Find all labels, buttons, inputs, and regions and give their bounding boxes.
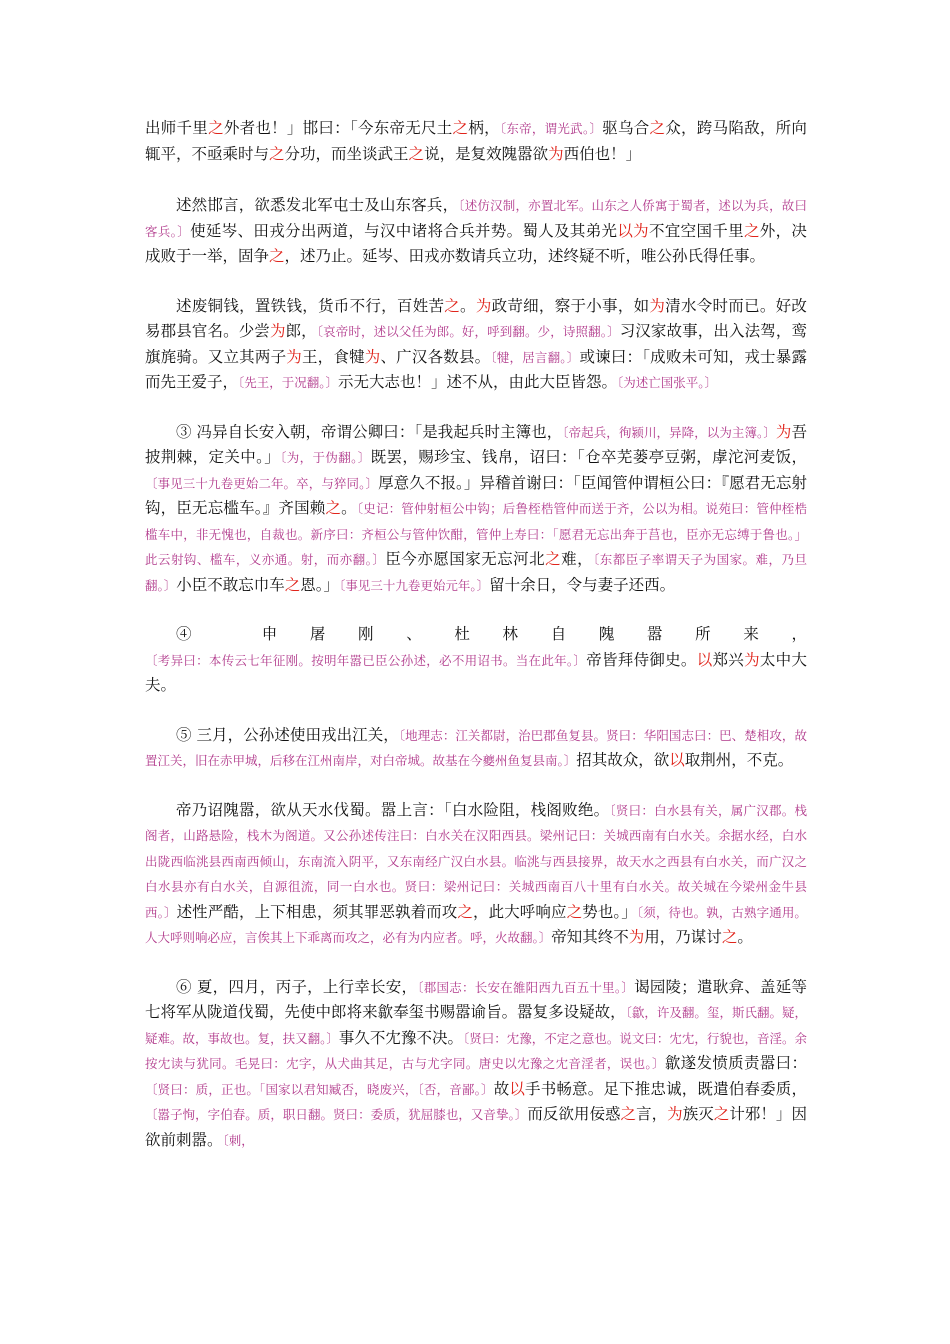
annotation: 〔事见三十九卷更始元年。〕 bbox=[339, 577, 490, 593]
text-run: 外，决成败于一举，固争 bbox=[145, 221, 807, 265]
annotation: 〔贤曰：冘豫，不定之意也。说文曰：冘冘，行貌也，音淫。余按冘读与犹同。毛晃曰：冘字，从犬曲其足，古与尤字同。唐史以冘豫之冘音淫者，误也。〕 bbox=[145, 1030, 807, 1071]
keyword-highlight: 为 bbox=[286, 347, 302, 366]
text-run: 驱乌合 bbox=[602, 119, 650, 137]
text-run: 分功，而坐谈武王 bbox=[284, 144, 409, 163]
annotation: 〔地理志：江关都尉，治巴郡鱼复县。贤曰：华阳国志曰：巴、楚相攻，故置江关，旧在赤甲城，后移在江州南岸，对白帝城。故基在今夔州鱼复县南。〕 bbox=[145, 727, 807, 768]
text-run: 难， bbox=[561, 550, 594, 568]
text-run: 事久不冘豫不决。 bbox=[338, 1028, 463, 1047]
annotation: 〔哀帝时，述以父任为郎。好，呼到翻。少，诗照翻。〕 bbox=[316, 324, 620, 339]
text-run: 族灭 bbox=[682, 1105, 714, 1123]
text-run: 政苛细，察于小事，如 bbox=[491, 296, 650, 315]
text-run: 众，跨马陷敌，所向辄平，不亟乘时与 bbox=[145, 119, 807, 163]
text-run: 习汉家故事，出入法驾，鸾旗旄骑。又立其两子 bbox=[145, 322, 807, 366]
keyword-highlight: 之 bbox=[743, 221, 760, 240]
text-run: 王，食犍 bbox=[301, 347, 365, 366]
keyword-highlight: 以为 bbox=[617, 221, 649, 240]
text-run: 吾披荆棘，定关中。」 bbox=[145, 422, 807, 466]
paragraph bbox=[145, 798, 807, 951]
keyword-highlight: 之 bbox=[284, 575, 301, 594]
text-run: 而反欲用佞惑 bbox=[527, 1105, 621, 1123]
text-run: 说，是复效隗嚣欲 bbox=[424, 144, 549, 163]
annotation: 〔考异曰：本传云七年征刚。按明年嚣已臣公孙述，必不用诏书。当在此年。〕 bbox=[145, 652, 587, 668]
annotation: 〔犍，居言翻。〕 bbox=[490, 349, 580, 365]
text-run: 太中大夫。 bbox=[145, 650, 807, 694]
keyword-highlight: 为 bbox=[269, 322, 286, 340]
keyword-highlight: 之 bbox=[566, 902, 583, 921]
text-run: 计邪！」因欲前刺嚣。 bbox=[145, 1105, 807, 1149]
text-run: 厚意久不报。」异稽首谢曰：「臣闻管仲谓桓公曰：『愿君无忘射钩，臣无忘槛车。』齐国赖 bbox=[145, 473, 807, 517]
keyword-highlight: 之 bbox=[545, 550, 562, 568]
text-run: 恩。」 bbox=[300, 575, 340, 594]
paragraph bbox=[145, 975, 807, 1154]
text-run: 或谏曰：「成败未可知，戎士暴露而先王爱子， bbox=[145, 347, 807, 391]
annotation: 〔先王，于况翻。〕 bbox=[238, 375, 339, 390]
annotation: 〔郡国志：长安在雒阳西九百五十里。〕 bbox=[417, 979, 635, 995]
keyword-highlight: 之 bbox=[452, 119, 469, 137]
annotation: 〔歙，许及翻。玺，斯氏翻。疑，疑难。故，事故也。复，扶又翻。〕 bbox=[145, 1005, 807, 1046]
text-run: 郎， bbox=[285, 322, 317, 340]
paragraph bbox=[145, 116, 807, 167]
annotation: 〔史记：管仲射桓公中钩；后鲁桎梏管仲而送于齐，公以为相。说苑曰：管仲桎梏槛车中，非无愧也，自裁也。新序曰：齐桓公与管仲饮酣，管仲上寿曰：「愿君无忘出奔于莒也，臣亦无忘缚于鲁也。」此云射钩、槛车，义亦通。射，而亦翻。〕 bbox=[145, 501, 807, 567]
text-run: 外者也！」邯曰：「今东帝无尺土 bbox=[223, 119, 453, 137]
text-run: 清水令时而已。好改易郡县官名。少尝 bbox=[145, 296, 807, 340]
keyword-highlight: 为 bbox=[628, 928, 645, 946]
keyword-highlight: 之 bbox=[649, 119, 666, 137]
text-run: 小臣不敢忘巾车 bbox=[176, 575, 285, 594]
keyword-highlight: 之 bbox=[457, 902, 473, 921]
paragraph bbox=[145, 294, 807, 396]
text-run: 手书畅意。足下推忠诚，既遣伯春委质， bbox=[525, 1079, 807, 1098]
annotation: 〔东帝，谓光武。〕 bbox=[499, 121, 603, 136]
text-run: 述性严酷，上下相患，须其罪恶孰着而攻 bbox=[176, 902, 458, 921]
keyword-highlight: 之 bbox=[269, 144, 285, 163]
annotation: 〔贤曰：质，正也。「国家以君知臧否，晓废兴，〔否，音鄙。〕 bbox=[145, 1081, 494, 1097]
text-run: 示无大志也！」述不从，由此大臣皆怨。 bbox=[338, 373, 618, 391]
annotation: 〔嚣子恂，字伯春。质，职日翻。贤曰：委质，犹屈膝也，又音挚。〕 bbox=[145, 1107, 528, 1122]
keyword-highlight: 为 bbox=[744, 650, 760, 669]
text-run: 臣今亦愿国家无忘河北 bbox=[385, 550, 546, 568]
text-run: 述废铜钱，置铁钱，货币不行，百姓苦 bbox=[176, 296, 445, 315]
paragraph bbox=[145, 622, 807, 699]
keyword-highlight: 之 bbox=[620, 1105, 637, 1123]
text-run: ④ 申屠刚、杜林自隗嚣所来， bbox=[176, 625, 807, 643]
keyword-highlight: 为 bbox=[649, 296, 666, 315]
annotation: 〔为，于伪翻。〕 bbox=[280, 450, 371, 465]
keyword-highlight: 以 bbox=[509, 1079, 526, 1098]
text-run: 、广汉各数县。 bbox=[380, 347, 491, 366]
keyword-highlight: 之 bbox=[408, 144, 425, 163]
annotation: 〔帝起兵，徇颍川，异降，以为主簿。〕 bbox=[562, 424, 776, 440]
text-run: 述然邯言，欲悉发北军屯士及山东客兵， bbox=[176, 196, 459, 214]
paragraph bbox=[145, 420, 807, 599]
keyword-highlight: 之 bbox=[444, 296, 461, 315]
text-run: 柄， bbox=[468, 119, 500, 137]
text-run: ，此大呼响应 bbox=[473, 902, 567, 921]
keyword-highlight: 之 bbox=[208, 119, 224, 137]
text-run: 用，乃谋讨 bbox=[644, 928, 722, 946]
text-run: 。 bbox=[460, 296, 476, 315]
keyword-highlight: 为 bbox=[548, 144, 564, 163]
keyword-highlight: 之 bbox=[325, 499, 342, 517]
keyword-highlight: 为 bbox=[364, 347, 381, 366]
text-run: 郑兴 bbox=[712, 650, 745, 669]
text-run: 帝皆拜侍御史。 bbox=[586, 650, 697, 669]
text-run: ⑤ 三月，公孙述使田戎出江关， bbox=[176, 725, 399, 744]
text-run: 帝知其终不 bbox=[551, 928, 629, 946]
annotation: 〔事见三十九卷更始二年。卒，与猝同。〕 bbox=[145, 475, 379, 491]
keyword-highlight: 以 bbox=[669, 751, 685, 769]
keyword-highlight: 为 bbox=[667, 1105, 683, 1123]
text-run: 不宜空国千里 bbox=[649, 221, 744, 240]
document-page bbox=[145, 116, 807, 1177]
annotation: 〔东都臣子率谓天子为国家。难，乃旦翻。〕 bbox=[145, 552, 807, 593]
text-run: 取荆州，不克。 bbox=[684, 751, 794, 769]
annotation: 〔述仿汉制，亦置北军。山东之人侨寓于蜀者，述以为兵，故曰客兵。〕 bbox=[145, 198, 807, 239]
paragraph bbox=[145, 723, 807, 774]
paragraph bbox=[145, 193, 807, 270]
text-run: 。 bbox=[341, 499, 357, 517]
text-run: 留十余日，令与妻子还西。 bbox=[489, 575, 676, 594]
text-run: 歙遂发愤质责嚣曰： bbox=[664, 1054, 807, 1072]
text-run: ⑥ 夏，四月，丙子，上行幸长安， bbox=[176, 977, 418, 996]
annotation: 〔刺， bbox=[222, 1132, 254, 1148]
text-run: 使延岑、田戎分出两道，与汉中诸将合兵并势。蜀人及其弟光 bbox=[190, 221, 618, 240]
keyword-highlight: 之 bbox=[269, 247, 285, 265]
text-run: 势也。」 bbox=[582, 902, 637, 921]
text-run: 既罢，赐珍宝、钱帛，诏曰：「仓卒芜蒌亭豆粥，虖沱河麦饭， bbox=[370, 448, 807, 466]
text-run: 出师千里 bbox=[145, 119, 209, 137]
keyword-highlight: 为 bbox=[775, 422, 792, 441]
keyword-highlight: 以 bbox=[696, 650, 713, 669]
text-run: ，述乃止。延岑、田戎亦数请兵立功，述终疑不听，唯公孙氏得任事。 bbox=[284, 247, 766, 265]
annotation: 〔为述亡国张平。〕 bbox=[617, 375, 718, 390]
annotation: 〔贤曰：白水县有关，属广汉郡。栈阁者，山路悬险，栈木为阁道。又公孙述传注曰：白水关在汉阳西县。梁州记曰：关城西南有白水关。余据水经，白水出陇西临洮县西南西倾山，东南流入阴平，又东南经广汉白水县。临洮与西县接界，故天水之西县有白水关，而广汉之白水县亦有白水关，自源徂流，同一白水也。贤曰：梁州记曰：关城西南百八十里有白水关。故关城在今梁州金牛县西。〕 bbox=[145, 802, 807, 920]
keyword-highlight: 之 bbox=[721, 928, 738, 946]
text-run: ③ 冯异自长安入朝，帝谓公卿曰：「是我起兵时主簿也， bbox=[176, 422, 563, 441]
text-run: 故 bbox=[493, 1079, 510, 1098]
annotation: 〔须，待也。孰，古熟字通用。人大呼则响必应，言俟其上下乖离而攻之，必有为内应者。呼，火故翻。〕 bbox=[145, 904, 807, 945]
text-run: 谒园陵；遣耿弇、盖延等七将军从陇道伐蜀，先使中郎将来歙奉玺书赐嚣谕旨。嚣复多设疑故， bbox=[145, 977, 807, 1021]
keyword-highlight: 为 bbox=[475, 296, 492, 315]
text-run: 西伯也！」 bbox=[563, 144, 642, 163]
text-run: 帝乃诏隗嚣，欲从天水伐蜀。嚣上言：「白水险阻，栈阁败绝。 bbox=[176, 800, 610, 819]
text-run: 言， bbox=[636, 1105, 668, 1123]
text-run: 。 bbox=[737, 928, 753, 946]
keyword-highlight: 之 bbox=[713, 1105, 730, 1123]
text-run: 招其故众，欲 bbox=[576, 751, 670, 769]
